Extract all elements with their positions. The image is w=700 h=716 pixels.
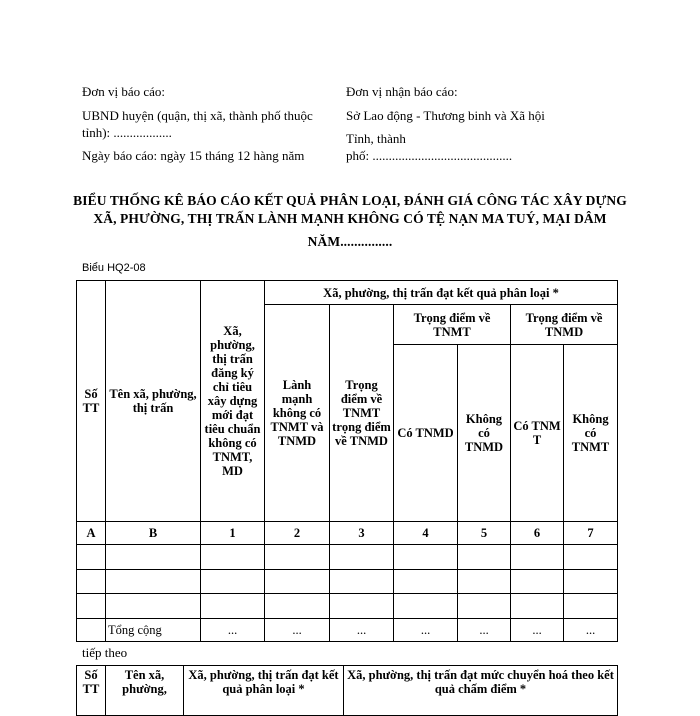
index-cell: 2 [265, 522, 330, 545]
header-classification-result-2: Xã, phường, thị trấn đạt kết quả phân loại * [184, 666, 344, 716]
form-code: Biểu HQ2-08 [82, 262, 146, 274]
header-tnmt-focus: Trọng điểm về TNMT [394, 305, 511, 345]
index-cell: B [106, 522, 201, 545]
header-stt: Số TT [77, 281, 106, 522]
classification-table [76, 280, 618, 642]
index-cell: 3 [330, 522, 394, 545]
receiver-label: Đơn vị nhận báo cáo: [346, 84, 458, 99]
index-cell: 6 [511, 522, 564, 545]
total-value: ... [511, 619, 564, 642]
total-value: ... [458, 619, 511, 642]
header-tnmd-focus: Trọng điểm về TNMD [511, 305, 618, 345]
sender-line-1: UBND huyện (quận, thị xã, thành phố thuộc [82, 108, 313, 123]
document-title-line-3: NĂM............... [307, 234, 393, 249]
header-commune-name-2: Tên xã, phường, [106, 666, 184, 716]
continued-label: tiếp theo [82, 645, 128, 660]
receiver-line-1: Sở Lao động - Thương binh và Xã hội [346, 108, 545, 123]
header-stt-2: Số TT [77, 666, 106, 716]
header-classification-result: Xã, phường, thị trấn đạt kết quả phân loại * [265, 281, 618, 305]
header-no-tnmd: Không có TNMD [458, 345, 511, 522]
table-row [77, 594, 618, 619]
total-value: ... [330, 619, 394, 642]
total-label: Tổng cộng [106, 619, 201, 642]
header-healthy: Lành mạnh không có TNMT và TNMD [265, 305, 330, 522]
index-cell: 1 [201, 522, 265, 545]
header-both-focus: Trọng điểm về TNMT trọng điểm về TNMD [330, 305, 394, 522]
index-row [77, 522, 618, 545]
table-row [77, 570, 618, 594]
document-title-line-2: XÃ, PHƯỜNG, THỊ TRẤN LÀNH MẠNH KHÔNG CÓ TỆ NẠN MA TUÝ, MẠI DÂM [93, 211, 607, 226]
total-value: ... [265, 619, 330, 642]
receiver-line-2: Tỉnh, thành [346, 131, 406, 146]
header-has-tnmt: Có TNM T [511, 345, 564, 522]
index-cell: A [77, 522, 106, 545]
index-cell: 5 [458, 522, 511, 545]
report-date: Ngày báo cáo: ngày 15 tháng 12 hàng năm [82, 148, 305, 163]
header-commune-name: Tên xã, phường, thị trấn [106, 281, 201, 522]
receiver-line-3: phố: ........................................... [346, 148, 513, 163]
conversion-table [76, 665, 618, 716]
index-cell: 4 [394, 522, 458, 545]
header-conversion-level: Xã, phường, thị trấn đạt mức chuyển hoá theo kết quả chấm điểm * [344, 666, 618, 716]
total-row [77, 619, 618, 642]
header-has-tnmd: Có TNMD [394, 345, 458, 522]
table-row [77, 545, 618, 570]
total-value: ... [201, 619, 265, 642]
index-cell: 7 [564, 522, 618, 545]
header-registered: Xã, phường, thị trấn đăng ký chỉ tiêu xây dựng mới đạt tiêu chuẩn không có TNMT, MD [201, 281, 265, 522]
sender-line-2: tỉnh): .................. [82, 125, 172, 140]
total-value: ... [564, 619, 618, 642]
document-title-line-1: BIỂU THỐNG KÊ BÁO CÁO KẾT QUẢ PHÂN LOẠI, ĐÁNH GIÁ CÔNG TÁC XÂY DỰNG [73, 193, 627, 208]
total-value: ... [394, 619, 458, 642]
sender-label: Đơn vị báo cáo: [82, 84, 166, 99]
header-no-tnmt: Không có TNMT [564, 345, 618, 522]
